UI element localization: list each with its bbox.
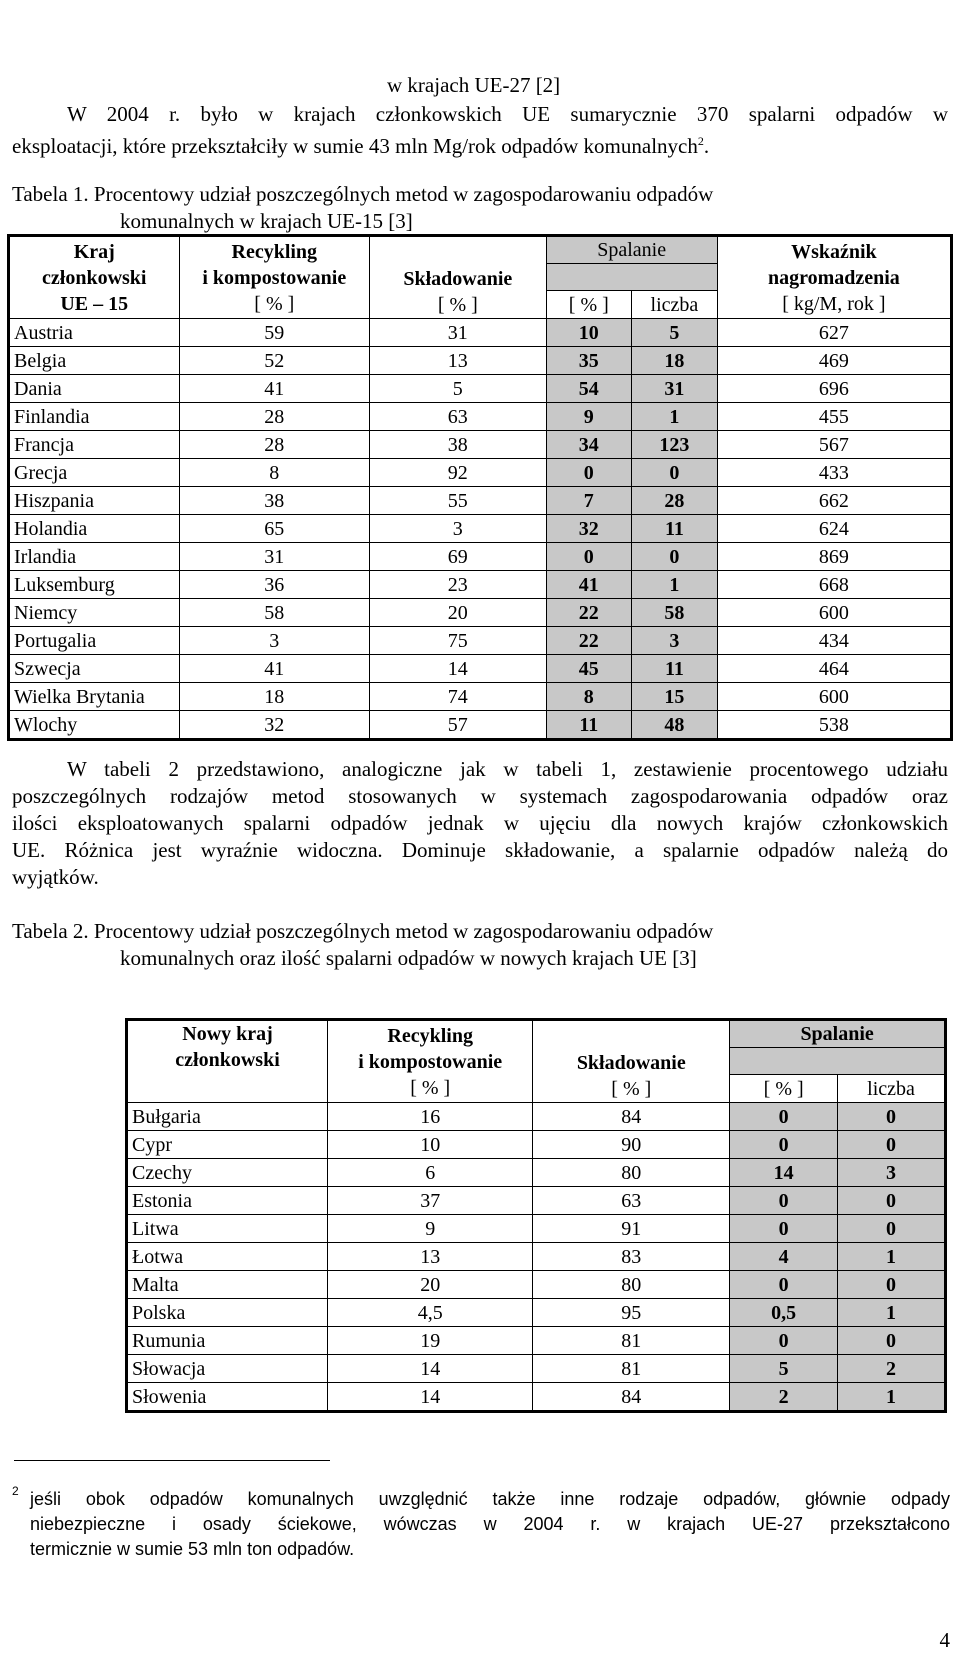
table1-body	[9, 319, 952, 740]
cell-incineration-percent: 22	[546, 627, 632, 655]
footnote-ref[interactable]: 2	[697, 134, 704, 148]
cell-indicator: 600	[717, 599, 951, 627]
paragraph-line: poszczególnych rodzajów metod stosowanych w systemach zagospodarowania odpadów oraz	[12, 784, 948, 808]
table-row	[127, 1187, 946, 1215]
table2-header-inc-count: liczba	[838, 1075, 946, 1103]
cell-country: Wlochy	[9, 711, 180, 740]
cell-incineration-percent: 54	[546, 375, 632, 403]
table-row	[127, 1271, 946, 1299]
cell-country: Belgia	[9, 347, 180, 375]
table-row	[127, 1299, 946, 1327]
cell-landfill: 84	[533, 1383, 730, 1412]
cell-incineration-count: 0	[838, 1187, 946, 1215]
cell-recycling: 8	[179, 459, 370, 487]
cell-incineration-count: 0	[632, 459, 718, 487]
table2-caption-line2: komunalnych oraz ilość spalarni odpadów w nowych krajach UE [3]	[120, 946, 697, 970]
cell-landfill: 74	[370, 683, 546, 711]
cell-recycling: 20	[328, 1271, 533, 1299]
footnote-line: niebezpieczne i osady ściekowe, wówczas w 2004 r. w krajach UE-27 przekształcono	[30, 1514, 950, 1534]
table2	[125, 1018, 947, 1413]
paragraph-2	[12, 756, 948, 891]
cell-indicator: 464	[717, 655, 951, 683]
cell-country: Dania	[9, 375, 180, 403]
table-row	[9, 487, 952, 515]
cell-recycling: 10	[328, 1131, 533, 1159]
cell-indicator: 434	[717, 627, 951, 655]
cell-recycling: 16	[328, 1103, 533, 1131]
table2-caption-line1: Tabela 2. Procentowy udział poszczególnych metod w zagospodarowaniu odpadów	[12, 919, 714, 943]
cell-incineration-count: 28	[632, 487, 718, 515]
cell-indicator: 600	[717, 683, 951, 711]
table-row	[9, 347, 952, 375]
cell-recycling: 3	[179, 627, 370, 655]
cell-incineration-percent: 0	[546, 543, 632, 571]
cell-country: Litwa	[127, 1215, 328, 1243]
cell-incineration-percent: 35	[546, 347, 632, 375]
paragraph-line: W tabeli 2 przedstawiono, analogiczne jak w tabeli 1, zestawienie procentowego udziału	[67, 757, 948, 781]
cell-landfill: 55	[370, 487, 546, 515]
cell-landfill: 91	[533, 1215, 730, 1243]
cell-landfill: 20	[370, 599, 546, 627]
cell-country: Irlandia	[9, 543, 180, 571]
cell-landfill: 80	[533, 1271, 730, 1299]
cell-recycling: 28	[179, 403, 370, 431]
cell-recycling: 19	[328, 1327, 533, 1355]
footnote-separator	[14, 1460, 330, 1461]
table1-header-inc-percent: [ % ]	[546, 291, 632, 319]
table-row	[9, 655, 952, 683]
table2-caption	[12, 918, 713, 972]
paragraph-line: wyjątków.	[12, 865, 99, 889]
cell-incineration-percent: 14	[730, 1159, 838, 1187]
table-row	[9, 571, 952, 599]
cell-country: Szwecja	[9, 655, 180, 683]
table2-body	[127, 1103, 946, 1412]
cell-landfill: 92	[370, 459, 546, 487]
cell-incineration-count: 11	[632, 655, 718, 683]
cell-indicator: 433	[717, 459, 951, 487]
table2-header-incineration-spacer	[730, 1048, 946, 1075]
cell-landfill: 63	[533, 1187, 730, 1215]
cell-incineration-percent: 8	[546, 683, 632, 711]
cell-incineration-percent: 32	[546, 515, 632, 543]
cell-indicator: 624	[717, 515, 951, 543]
cell-country: Polska	[127, 1299, 328, 1327]
table1-caption	[12, 181, 713, 235]
table-row	[127, 1131, 946, 1159]
table-row	[127, 1243, 946, 1271]
cell-landfill: 81	[533, 1327, 730, 1355]
cell-incineration-percent: 0	[730, 1327, 838, 1355]
cell-landfill: 63	[370, 403, 546, 431]
cell-incineration-count: 1	[838, 1383, 946, 1412]
cell-incineration-percent: 0	[546, 459, 632, 487]
table-row	[9, 431, 952, 459]
cell-country: Portugalia	[9, 627, 180, 655]
cell-indicator: 455	[717, 403, 951, 431]
cell-incineration-percent: 22	[546, 599, 632, 627]
cell-incineration-count: 123	[632, 431, 718, 459]
cell-incineration-percent: 0	[730, 1103, 838, 1131]
table1-header-landfill: Składowanie [ % ]	[370, 236, 546, 319]
cell-country: Austria	[9, 319, 180, 347]
cell-recycling: 41	[179, 375, 370, 403]
table-row	[9, 711, 952, 740]
cell-incineration-count: 48	[632, 711, 718, 740]
cell-country: Wielka Brytania	[9, 683, 180, 711]
cell-incineration-count: 58	[632, 599, 718, 627]
cell-incineration-percent: 0	[730, 1131, 838, 1159]
table1-header-inc-count: liczba	[632, 291, 718, 319]
cell-incineration-count: 3	[838, 1159, 946, 1187]
table1-header-country: Kraj członkowski UE – 15	[9, 236, 180, 319]
cell-landfill: 23	[370, 571, 546, 599]
cell-recycling: 52	[179, 347, 370, 375]
table-row	[9, 375, 952, 403]
cell-country: Malta	[127, 1271, 328, 1299]
cell-incineration-percent: 7	[546, 487, 632, 515]
cell-landfill: 38	[370, 431, 546, 459]
footnote-line: termicznie w sumie 53 mln ton odpadów.	[30, 1539, 355, 1559]
table1-header-incineration-spacer	[546, 264, 717, 291]
footnote-line: jeśli obok odpadów komunalnych uwzględnić także inne rodzaje odpadów, głównie odpady	[30, 1489, 950, 1509]
cell-recycling: 28	[179, 431, 370, 459]
cell-indicator: 627	[717, 319, 951, 347]
cell-indicator: 469	[717, 347, 951, 375]
cell-indicator: 696	[717, 375, 951, 403]
cell-incineration-count: 2	[838, 1355, 946, 1383]
cell-recycling: 38	[179, 487, 370, 515]
cell-incineration-percent: 45	[546, 655, 632, 683]
table2-header-inc-percent: [ % ]	[730, 1075, 838, 1103]
cell-country: Słowenia	[127, 1383, 328, 1412]
footnote-mark: 2	[12, 1484, 19, 1498]
paragraph-line: ilości eksploatowanych spalarni odpadów jednak w ujęciu dla nowych krajów członkowskich	[12, 811, 948, 835]
cell-landfill: 90	[533, 1131, 730, 1159]
cell-incineration-percent: 0	[730, 1187, 838, 1215]
cell-recycling: 32	[179, 711, 370, 740]
cell-country: Hiszpania	[9, 487, 180, 515]
table-row	[9, 627, 952, 655]
cell-landfill: 5	[370, 375, 546, 403]
cell-indicator: 662	[717, 487, 951, 515]
table-row	[9, 515, 952, 543]
table-row	[127, 1103, 946, 1131]
cell-country: Rumunia	[127, 1327, 328, 1355]
cell-incineration-percent: 41	[546, 571, 632, 599]
cell-incineration-count: 1	[838, 1299, 946, 1327]
cell-incineration-count: 18	[632, 347, 718, 375]
cell-incineration-percent: 34	[546, 431, 632, 459]
cell-recycling: 37	[328, 1187, 533, 1215]
table2-header-country: Nowy kraj członkowski	[127, 1020, 328, 1103]
table-row	[9, 683, 952, 711]
table1-header-recycling: Recykling i kompostowanie [ % ]	[179, 236, 370, 319]
table2-header-recycling: Recykling i kompostowanie [ % ]	[328, 1020, 533, 1103]
cell-incineration-count: 0	[838, 1271, 946, 1299]
cell-indicator: 869	[717, 543, 951, 571]
cell-recycling: 65	[179, 515, 370, 543]
cell-incineration-count: 0	[838, 1131, 946, 1159]
cell-incineration-count: 0	[838, 1103, 946, 1131]
cell-country: Czechy	[127, 1159, 328, 1187]
cell-recycling: 14	[328, 1355, 533, 1383]
cell-indicator: 538	[717, 711, 951, 740]
cell-country: Słowacja	[127, 1355, 328, 1383]
cell-country: Łotwa	[127, 1243, 328, 1271]
table-row	[9, 319, 952, 347]
table-row	[127, 1355, 946, 1383]
cell-incineration-count: 1	[632, 571, 718, 599]
cell-incineration-count: 0	[838, 1327, 946, 1355]
table-row	[9, 599, 952, 627]
cell-landfill: 81	[533, 1355, 730, 1383]
cell-landfill: 14	[370, 655, 546, 683]
cell-incineration-percent: 4	[730, 1243, 838, 1271]
intro-line: eksploatacji, które przekształciły w sumie 43 mln Mg/rok odpadów komunalnych$^2$.	[12, 134, 710, 158]
table1-header-incineration: Spalanie	[546, 236, 717, 264]
cell-recycling: 18	[179, 683, 370, 711]
cell-indicator: 567	[717, 431, 951, 459]
cell-incineration-count: 1	[632, 403, 718, 431]
cell-landfill: 75	[370, 627, 546, 655]
cell-incineration-count: 3	[632, 627, 718, 655]
cell-incineration-count: 11	[632, 515, 718, 543]
cell-landfill: 83	[533, 1243, 730, 1271]
cell-landfill: 69	[370, 543, 546, 571]
cell-landfill: 3	[370, 515, 546, 543]
cell-recycling: 14	[328, 1383, 533, 1412]
cell-country: Francja	[9, 431, 180, 459]
cell-recycling: 41	[179, 655, 370, 683]
table-row	[127, 1383, 946, 1412]
cell-recycling: 59	[179, 319, 370, 347]
cell-country: Grecja	[9, 459, 180, 487]
cell-incineration-count: 15	[632, 683, 718, 711]
table1-header-indicator: Wskaźnik nagromadzenia [ kg/M, rok ]	[717, 236, 951, 319]
cell-incineration-count: 1	[838, 1243, 946, 1271]
cell-incineration-percent: 9	[546, 403, 632, 431]
table1	[7, 234, 953, 741]
cell-incineration-percent: 0,5	[730, 1299, 838, 1327]
table-row	[127, 1215, 946, 1243]
cell-recycling: 31	[179, 543, 370, 571]
cell-indicator: 668	[717, 571, 951, 599]
table-row	[9, 459, 952, 487]
cell-recycling: 4,5	[328, 1299, 533, 1327]
cell-incineration-percent: 10	[546, 319, 632, 347]
cell-country: Cypr	[127, 1131, 328, 1159]
table2-header-incineration: Spalanie	[730, 1020, 946, 1048]
cell-country: Holandia	[9, 515, 180, 543]
cell-incineration-count: 5	[632, 319, 718, 347]
cell-incineration-percent: 0	[730, 1271, 838, 1299]
footnote	[12, 1484, 950, 1562]
cell-incineration-count: 31	[632, 375, 718, 403]
cell-landfill: 57	[370, 711, 546, 740]
cell-recycling: 6	[328, 1159, 533, 1187]
cell-country: Estonia	[127, 1187, 328, 1215]
cell-incineration-percent: 0	[730, 1215, 838, 1243]
page-number: 4	[939, 1628, 950, 1652]
table-row	[127, 1327, 946, 1355]
cell-recycling: 13	[328, 1243, 533, 1271]
cell-incineration-percent: 2	[730, 1383, 838, 1412]
cell-incineration-percent: 11	[546, 711, 632, 740]
table-row	[127, 1159, 946, 1187]
intro-paragraph	[12, 101, 948, 160]
table1-caption-line2: komunalnych w krajach UE-15 [3]	[120, 209, 413, 233]
cell-incineration-count: 0	[632, 543, 718, 571]
paragraph-line: UE. Różnica jest wyraźnie widoczna. Dominuje składowanie, a spalarnie odpadów należą do	[12, 838, 948, 862]
cell-country: Finlandia	[9, 403, 180, 431]
cell-incineration-percent: 5	[730, 1355, 838, 1383]
intro-line: W 2004 r. było w krajach członkowskich UE sumarycznie 370 spalarni odpadów w	[67, 102, 948, 126]
cell-landfill: 95	[533, 1299, 730, 1327]
cell-recycling: 36	[179, 571, 370, 599]
cell-recycling: 9	[328, 1215, 533, 1243]
cell-landfill: 31	[370, 319, 546, 347]
cell-landfill: 84	[533, 1103, 730, 1131]
table1-caption-line1: Tabela 1. Procentowy udział poszczególnych metod w zagospodarowaniu odpadów	[12, 182, 714, 206]
cell-country: Bułgaria	[127, 1103, 328, 1131]
cell-country: Luksemburg	[9, 571, 180, 599]
cell-landfill: 80	[533, 1159, 730, 1187]
table-row	[9, 543, 952, 571]
table-row	[9, 403, 952, 431]
table2-header-landfill: Składowanie [ % ]	[533, 1020, 730, 1103]
intro-heading-line: w krajach UE-27 [2]	[387, 73, 561, 97]
cell-incineration-count: 0	[838, 1215, 946, 1243]
cell-landfill: 13	[370, 347, 546, 375]
cell-country: Niemcy	[9, 599, 180, 627]
cell-recycling: 58	[179, 599, 370, 627]
